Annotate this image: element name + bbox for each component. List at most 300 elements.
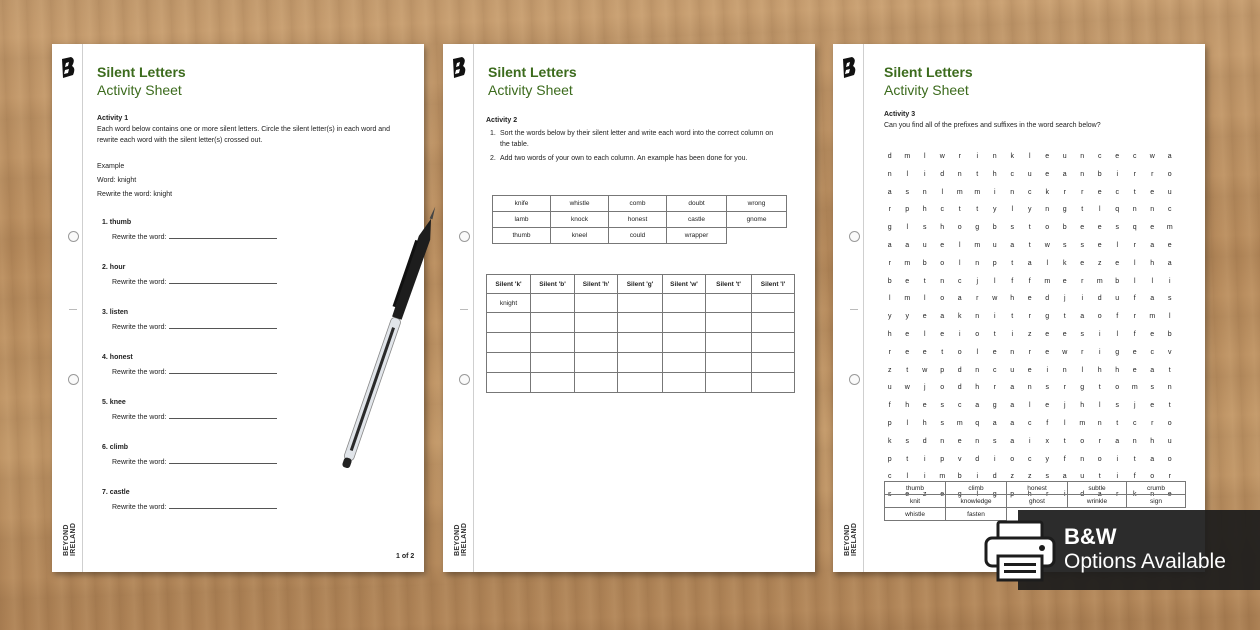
word-search-letter[interactable]: m (904, 153, 911, 160)
word-search-letter[interactable]: s (1080, 241, 1084, 249)
word-search-letter[interactable]: n (922, 188, 927, 196)
word-search-letter[interactable]: g (1045, 313, 1050, 321)
word-search-letter[interactable]: l (906, 224, 909, 232)
word-search-letter[interactable]: n (1097, 419, 1102, 427)
word-search-letter[interactable]: e (1097, 224, 1102, 232)
word-search-letter[interactable]: o (1115, 384, 1120, 392)
word-search-letter[interactable]: d (922, 437, 927, 445)
word-search-letter[interactable]: m (1044, 277, 1051, 285)
word-search-letter[interactable]: g (992, 402, 997, 410)
word-search-letter[interactable]: l (941, 188, 944, 196)
word-search-letter[interactable]: a (1150, 455, 1155, 463)
word-search-letter[interactable]: n (1045, 206, 1050, 214)
word-search-letter[interactable]: m (956, 419, 963, 427)
word-search-letter[interactable]: g (1080, 384, 1085, 392)
word-search-letter[interactable]: j (1133, 402, 1136, 410)
word-search-letter[interactable]: e (1150, 224, 1155, 232)
word-search-letter[interactable]: a (975, 402, 980, 410)
word-search-letter[interactable]: f (1028, 277, 1031, 285)
word-search-letter[interactable]: u (1115, 295, 1120, 303)
word-search-letter[interactable]: y (1028, 206, 1032, 214)
word-search-letter[interactable]: a (957, 295, 962, 303)
word-search-letter[interactable]: q (975, 419, 980, 427)
word-search-letter[interactable]: s (905, 437, 909, 445)
word-search-letter[interactable]: v (958, 455, 962, 463)
word-search-letter[interactable]: y (1045, 455, 1049, 463)
word-search-letter[interactable]: a (1167, 153, 1172, 160)
word-search-letter[interactable]: c (1028, 419, 1032, 427)
word-search-letter[interactable]: n (975, 437, 980, 445)
word-search-letter[interactable]: r (1081, 188, 1084, 196)
word-search-letter[interactable]: b (957, 473, 962, 481)
word-search-letter[interactable]: h (1080, 402, 1085, 410)
word-search-letter[interactable]: e (940, 491, 945, 499)
word-search-letter[interactable]: r (1116, 491, 1119, 499)
word-search-letter[interactable]: l (976, 491, 979, 499)
word-search-letter[interactable]: s (1045, 473, 1049, 481)
word-search-letter[interactable]: i (1046, 366, 1049, 374)
word-search-letter[interactable]: e (1115, 153, 1120, 160)
word-search-letter[interactable]: o (1045, 224, 1050, 232)
word-search-letter[interactable]: l (1168, 313, 1171, 321)
word-search-letter[interactable]: d (975, 455, 980, 463)
word-search-letter[interactable]: e (1080, 224, 1085, 232)
word-search-letter[interactable]: u (1167, 188, 1172, 196)
word-search-letter[interactable]: h (922, 419, 927, 427)
word-search-letter[interactable]: d (940, 170, 945, 178)
word-search-letter[interactable]: u (1167, 437, 1172, 445)
word-search-letter[interactable]: l (1081, 366, 1084, 374)
word-search-letter[interactable]: p (1010, 491, 1015, 499)
word-search-letter[interactable]: c (958, 402, 962, 410)
word-search-letter[interactable]: s (888, 491, 892, 499)
word-search-letter[interactable]: i (1063, 491, 1066, 499)
word-search-letter[interactable]: e (1167, 241, 1172, 249)
word-search-letter[interactable]: w (1044, 241, 1050, 249)
word-search-letter[interactable]: i (1098, 348, 1101, 356)
word-search-letter[interactable]: i (923, 473, 926, 481)
word-search-letter[interactable]: d (957, 384, 962, 392)
word-search-letter[interactable]: o (1080, 437, 1085, 445)
word-search-letter[interactable]: s (1150, 384, 1154, 392)
word-search-letter[interactable]: h (940, 224, 945, 232)
word-search-letter[interactable]: e (1097, 241, 1102, 249)
word-search-letter[interactable]: n (1010, 348, 1015, 356)
answer-line[interactable] (169, 367, 277, 374)
word-search-letter[interactable]: e (905, 330, 910, 338)
word-search-letter[interactable]: r (1151, 419, 1154, 427)
word-search-letter[interactable]: u (1062, 153, 1067, 160)
word-search-letter[interactable]: z (1028, 330, 1032, 338)
word-search-letter[interactable]: r (888, 348, 891, 356)
word-search-letter[interactable]: a (1097, 491, 1102, 499)
word-search-letter[interactable]: o (1167, 419, 1172, 427)
word-search-letter[interactable]: w (1149, 153, 1155, 160)
word-search-letter[interactable]: x (1045, 437, 1049, 445)
word-search-letter[interactable]: t (993, 330, 996, 338)
word-search-letter[interactable]: g (975, 224, 980, 232)
word-search-letter[interactable]: l (1011, 206, 1014, 214)
word-search-letter[interactable]: e (905, 277, 910, 285)
word-search-letter[interactable]: k (1045, 188, 1049, 196)
word-search-letter[interactable]: z (1098, 259, 1102, 267)
word-search-letter[interactable]: t (1168, 402, 1171, 410)
word-search-letter[interactable]: e (1150, 188, 1155, 196)
word-search-letter[interactable]: z (1028, 473, 1032, 481)
word-search-letter[interactable]: k (1133, 491, 1137, 499)
word-search-letter[interactable]: j (1063, 295, 1066, 303)
word-search-letter[interactable]: e (1132, 348, 1137, 356)
word-search-letter[interactable]: t (1011, 313, 1014, 321)
word-search-letter[interactable]: n (1150, 206, 1155, 214)
word-search-letter[interactable]: m (939, 473, 946, 481)
word-search-letter[interactable]: t (1133, 455, 1136, 463)
word-search-letter[interactable]: l (1098, 402, 1101, 410)
word-search-letter[interactable]: s (1115, 402, 1119, 410)
answer-line[interactable] (169, 277, 277, 284)
word-search-letter[interactable]: l (1028, 402, 1031, 410)
word-search-letter[interactable]: l (958, 259, 961, 267)
word-search-letter[interactable]: t (1116, 419, 1119, 427)
word-search-letter[interactable]: i (1168, 277, 1171, 285)
word-search-letter[interactable]: t (976, 206, 979, 214)
word-search-letter[interactable]: t (1168, 366, 1171, 374)
word-search-letter[interactable]: p (887, 455, 892, 463)
word-search-letter[interactable]: i (976, 473, 979, 481)
word-search-letter[interactable]: j (1063, 402, 1066, 410)
word-search-letter[interactable]: t (906, 366, 909, 374)
word-search-letter[interactable]: j (976, 277, 979, 285)
word-search-letter[interactable]: l (906, 170, 909, 178)
word-search-letter[interactable]: h (887, 330, 892, 338)
word-search-letter[interactable]: t (1063, 437, 1066, 445)
word-search-letter[interactable]: a (940, 313, 945, 321)
word-search-letter[interactable]: o (957, 348, 962, 356)
word-search-letter[interactable]: e (992, 348, 997, 356)
word-search-letter[interactable]: k (1063, 259, 1067, 267)
word-search-letter[interactable]: b (1115, 277, 1120, 285)
word-search-letter[interactable]: t (1028, 224, 1031, 232)
word-search-letter[interactable]: b (1062, 224, 1067, 232)
word-search-letter[interactable]: n (940, 277, 945, 285)
word-search-letter[interactable]: r (993, 384, 996, 392)
word-search-letter[interactable]: n (1062, 366, 1067, 374)
word-search-letter[interactable]: m (904, 259, 911, 267)
word-search-letter[interactable]: a (905, 241, 910, 249)
word-search-letter[interactable]: c (940, 206, 944, 214)
word-search-letter[interactable]: o (940, 295, 945, 303)
word-search-letter[interactable]: r (1081, 348, 1084, 356)
word-search-letter[interactable]: c (993, 366, 997, 374)
word-search-letter[interactable]: n (1080, 153, 1085, 160)
word-search-letter[interactable]: w (922, 366, 928, 374)
word-search-letter[interactable]: f (1046, 419, 1049, 427)
word-search-letter[interactable]: k (958, 313, 962, 321)
word-search-letter[interactable]: n (887, 170, 892, 178)
word-search-letter[interactable]: m (974, 188, 981, 196)
word-search-letter[interactable]: c (1010, 170, 1014, 178)
word-search-letter[interactable]: n (1150, 491, 1155, 499)
word-search-letter[interactable]: r (976, 295, 979, 303)
word-search-letter[interactable]: i (1098, 330, 1101, 338)
word-search-letter[interactable]: d (957, 366, 962, 374)
word-search-letter[interactable]: s (1080, 330, 1084, 338)
word-search-letter[interactable]: t (1098, 384, 1101, 392)
word-search-letter[interactable]: i (1116, 170, 1119, 178)
word-search-letter[interactable]: c (958, 277, 962, 285)
word-search-letter[interactable]: e (1097, 188, 1102, 196)
word-search-letter[interactable]: a (887, 188, 892, 196)
word-search-letter[interactable]: a (1167, 259, 1172, 267)
word-search-letter[interactable]: s (940, 419, 944, 427)
word-search-letter[interactable]: m (956, 188, 963, 196)
word-search-letter[interactable]: e (922, 402, 927, 410)
word-search-letter[interactable]: o (1150, 473, 1155, 481)
word-search-letter[interactable]: s (940, 402, 944, 410)
word-search-letter[interactable]: s (1045, 384, 1049, 392)
word-search-letter[interactable]: s (993, 437, 997, 445)
word-search-letter[interactable]: c (1098, 153, 1102, 160)
word-search-letter[interactable]: r (1063, 384, 1066, 392)
word-search-letter[interactable]: c (1133, 153, 1137, 160)
word-search-letter[interactable]: l (993, 277, 996, 285)
word-search-letter[interactable]: l (1063, 419, 1066, 427)
word-search-letter[interactable]: c (1150, 348, 1154, 356)
word-search-letter[interactable]: e (1150, 402, 1155, 410)
word-search-letter[interactable]: t (958, 206, 961, 214)
word-search-letter[interactable]: n (975, 313, 980, 321)
word-search-letter[interactable]: p (940, 366, 945, 374)
word-search-letter[interactable]: t (1063, 313, 1066, 321)
word-search-letter[interactable]: m (904, 295, 911, 303)
word-search-letter[interactable]: c (888, 473, 892, 481)
answer-line[interactable] (169, 232, 277, 239)
word-search-letter[interactable]: i (1011, 330, 1014, 338)
word-search-letter[interactable]: z (923, 491, 927, 499)
word-search-letter[interactable]: l (1116, 241, 1119, 249)
word-search-letter[interactable]: h (1150, 259, 1155, 267)
word-search-letter[interactable]: i (1028, 437, 1031, 445)
word-search-letter[interactable]: i (993, 455, 996, 463)
word-search-letter[interactable]: y (905, 313, 909, 321)
word-search-letter[interactable]: r (1133, 170, 1136, 178)
word-search-letter[interactable]: i (923, 170, 926, 178)
word-search-letter[interactable]: g (1115, 348, 1120, 356)
word-search-letter[interactable]: m (1079, 419, 1086, 427)
word-search-letter[interactable]: w (1062, 348, 1068, 356)
word-search-letter[interactable]: c (1168, 206, 1172, 214)
word-search-letter[interactable]: g (1062, 206, 1067, 214)
word-search-letter[interactable]: y (993, 206, 997, 214)
word-search-letter[interactable]: r (1151, 170, 1154, 178)
word-search-letter[interactable]: w (992, 295, 998, 303)
word-search-letter[interactable]: m (1096, 277, 1103, 285)
word-search-letter[interactable]: i (1116, 455, 1119, 463)
word-search-letter[interactable]: o (1097, 313, 1102, 321)
word-search-letter[interactable]: e (1045, 153, 1050, 160)
word-search-letter[interactable]: i (1081, 295, 1084, 303)
word-search-letter[interactable]: a (1010, 241, 1015, 249)
word-search-letter[interactable]: i (923, 455, 926, 463)
word-search-letter[interactable]: o (1167, 455, 1172, 463)
word-search-letter[interactable]: a (1062, 473, 1067, 481)
word-search-letter[interactable]: a (1010, 402, 1015, 410)
word-search-letter[interactable]: d (992, 473, 997, 481)
word-search-letter[interactable]: s (1010, 224, 1014, 232)
word-search-letter[interactable]: s (1063, 241, 1067, 249)
word-search-letter[interactable]: l (1046, 259, 1049, 267)
word-search-letter[interactable]: n (1080, 170, 1085, 178)
word-search-letter[interactable]: e (1062, 277, 1067, 285)
word-search-letter[interactable]: l (1116, 330, 1119, 338)
word-search-letter[interactable]: m (974, 241, 981, 249)
word-search-letter[interactable]: e (922, 348, 927, 356)
word-search-letter[interactable]: d (887, 153, 892, 160)
word-search-letter[interactable]: t (923, 277, 926, 285)
word-search-letter[interactable]: n (1167, 384, 1172, 392)
word-search-letter[interactable]: r (1028, 313, 1031, 321)
answer-line[interactable] (169, 457, 277, 464)
word-search-letter[interactable]: u (992, 241, 997, 249)
word-search-letter[interactable]: b (887, 277, 892, 285)
word-search-letter[interactable]: p (905, 206, 910, 214)
word-search-letter[interactable]: n (992, 153, 997, 160)
word-search-letter[interactable]: a (1150, 295, 1155, 303)
word-search-letter[interactable]: a (992, 419, 997, 427)
word-search-letter[interactable]: e (1027, 366, 1032, 374)
word-search-letter[interactable]: o (1097, 455, 1102, 463)
word-search-letter[interactable]: r (1133, 313, 1136, 321)
word-search-letter[interactable]: n (975, 366, 980, 374)
word-search-letter[interactable]: i (993, 188, 996, 196)
word-search-letter[interactable]: n (1132, 437, 1137, 445)
word-search-letter[interactable]: r (1133, 241, 1136, 249)
word-search-letter[interactable]: h (922, 206, 927, 214)
word-search-letter[interactable]: u (1080, 473, 1085, 481)
word-search-letter[interactable]: n (975, 259, 980, 267)
word-search-letter[interactable]: e (1045, 330, 1050, 338)
word-search-letter[interactable]: s (923, 224, 927, 232)
word-search-letter[interactable]: l (923, 330, 926, 338)
word-search-letter[interactable]: l (1098, 206, 1101, 214)
word-search-letter[interactable]: f (1133, 330, 1136, 338)
word-search-letter[interactable]: a (1150, 241, 1155, 249)
word-search-letter[interactable]: s (905, 188, 909, 196)
word-search-letter[interactable]: p (940, 455, 945, 463)
word-search-letter[interactable]: e (940, 330, 945, 338)
word-search-letter[interactable]: j (923, 384, 926, 392)
word-search-letter[interactable]: h (1097, 366, 1102, 374)
word-search-letter[interactable]: f (1116, 313, 1119, 321)
word-search-letter[interactable]: o (1167, 170, 1172, 178)
word-search-letter[interactable]: f (1063, 455, 1066, 463)
word-search-letter[interactable]: k (1010, 153, 1014, 160)
word-search-letter[interactable]: e (905, 348, 910, 356)
word-search-letter[interactable]: b (1167, 330, 1172, 338)
word-search-letter[interactable]: a (1027, 259, 1032, 267)
word-search-letter[interactable]: l (1028, 153, 1031, 160)
word-search-letter[interactable]: r (1028, 348, 1031, 356)
word-search-letter[interactable]: c (1133, 419, 1137, 427)
word-search-letter[interactable]: b (922, 259, 927, 267)
word-search-letter[interactable]: d (1045, 295, 1050, 303)
word-search-letter[interactable]: n (1027, 384, 1032, 392)
word-search-letter[interactable]: t (1098, 473, 1101, 481)
word-search-letter[interactable]: n (1080, 455, 1085, 463)
word-search-letter[interactable]: u (1010, 366, 1015, 374)
word-search-letter[interactable]: c (1115, 188, 1119, 196)
word-search-letter[interactable]: a (887, 241, 892, 249)
word-search-letter[interactable]: o (1010, 455, 1015, 463)
word-search-letter[interactable]: p (887, 419, 892, 427)
word-search-letter[interactable]: r (888, 259, 891, 267)
word-search-letter[interactable]: r (1168, 473, 1171, 481)
answer-line[interactable] (169, 502, 277, 509)
word-search-letter[interactable]: s (1115, 224, 1119, 232)
word-search-letter[interactable]: a (1010, 419, 1015, 427)
word-search-letter[interactable]: u (1027, 170, 1032, 178)
word-search-letter[interactable]: g (887, 224, 892, 232)
word-search-letter[interactable]: e (1167, 491, 1172, 499)
word-search-letter[interactable]: e (1027, 295, 1032, 303)
word-search-letter[interactable]: q (1115, 206, 1120, 214)
word-search-letter[interactable]: e (1062, 330, 1067, 338)
word-search-letter[interactable]: i (993, 313, 996, 321)
word-search-letter[interactable]: o (975, 330, 980, 338)
word-search-letter[interactable]: l (958, 241, 961, 249)
word-search-letter[interactable]: z (888, 366, 892, 374)
word-search-letter[interactable]: t (941, 348, 944, 356)
word-search-letter[interactable]: m (1166, 224, 1173, 232)
word-search-letter[interactable]: w (939, 153, 945, 160)
word-search-letter[interactable]: p (992, 259, 997, 267)
word-search-letter[interactable]: a (1150, 366, 1155, 374)
word-search-letter[interactable]: e (1150, 330, 1155, 338)
word-search-letter[interactable]: l (976, 348, 979, 356)
word-search-letter[interactable]: l (923, 295, 926, 303)
word-search-letter[interactable]: t (1011, 259, 1014, 267)
word-search-letter[interactable]: c (1028, 188, 1032, 196)
word-search-letter[interactable]: o (940, 259, 945, 267)
word-search-letter[interactable]: e (1045, 348, 1050, 356)
word-search-letter[interactable]: a (1062, 170, 1067, 178)
word-search-letter[interactable]: h (1027, 491, 1032, 499)
word-search-letter[interactable]: t (1133, 188, 1136, 196)
word-search-letter[interactable]: n (1132, 206, 1137, 214)
word-search-letter[interactable]: e (1045, 402, 1050, 410)
word-search-letter[interactable]: u (887, 384, 892, 392)
word-search-letter[interactable]: r (888, 206, 891, 214)
word-search-letter[interactable]: g (957, 491, 962, 499)
word-search-letter[interactable]: v (1168, 348, 1172, 356)
word-search-letter[interactable]: f (1133, 473, 1136, 481)
word-search-letter[interactable]: e (905, 491, 910, 499)
word-search-letter[interactable]: i (1116, 473, 1119, 481)
word-search-letter[interactable]: e (1132, 366, 1137, 374)
word-search-letter[interactable]: e (1045, 170, 1050, 178)
word-search-letter[interactable]: h (1010, 295, 1015, 303)
word-search-letter[interactable]: n (940, 437, 945, 445)
word-search-letter[interactable]: l (923, 153, 926, 160)
word-search-letter[interactable]: e (1115, 259, 1120, 267)
word-search-letter[interactable]: t (1028, 241, 1031, 249)
word-search-letter[interactable]: m (1149, 313, 1156, 321)
word-search-letter[interactable]: r (1063, 188, 1066, 196)
word-search-letter[interactable]: i (958, 330, 961, 338)
word-search-letter[interactable]: b (1097, 170, 1102, 178)
word-search-letter[interactable]: h (992, 170, 997, 178)
word-search-letter[interactable]: y (888, 313, 892, 321)
